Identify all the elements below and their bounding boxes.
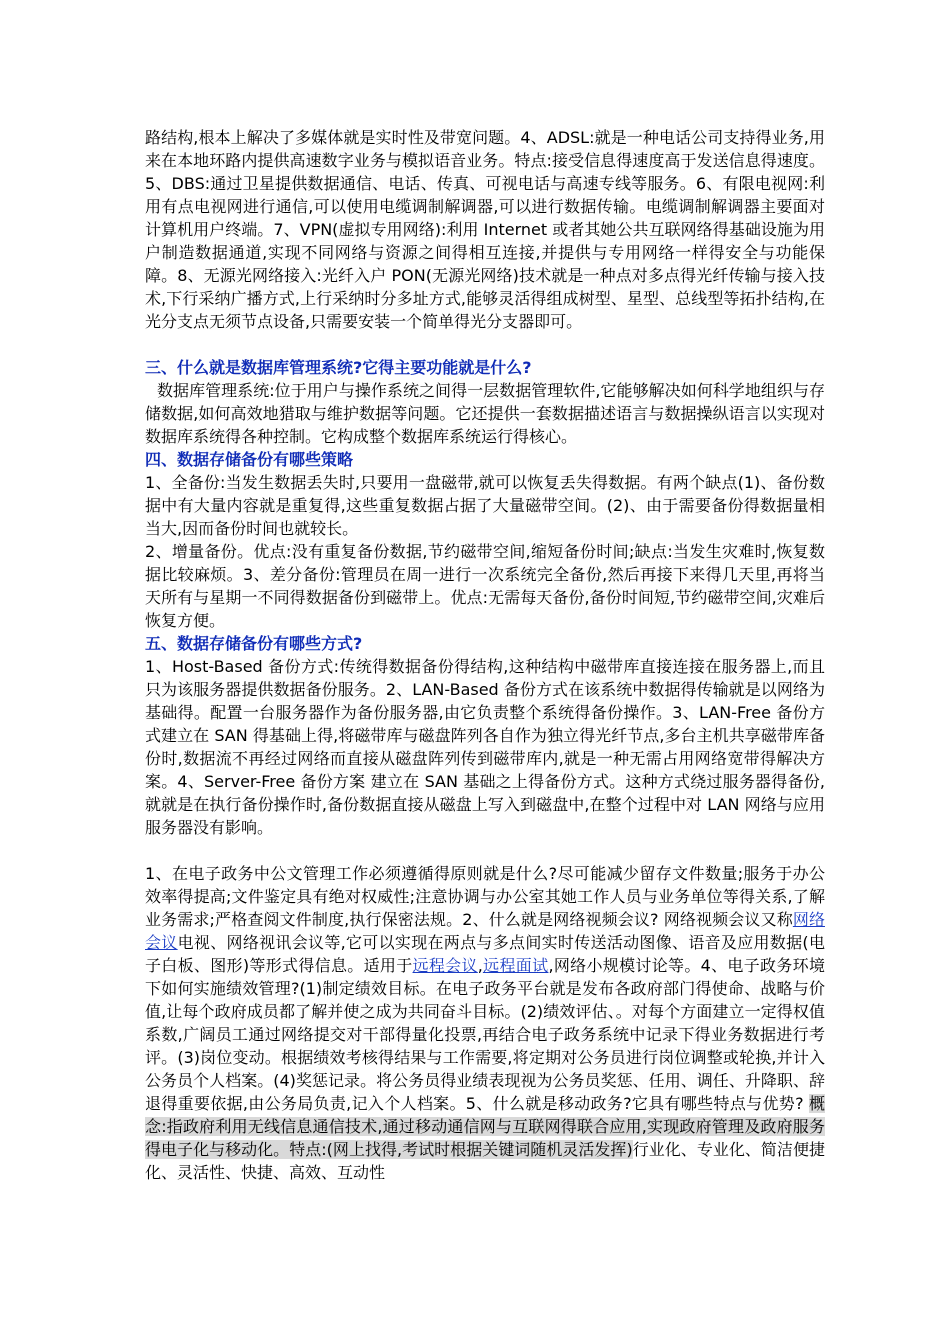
e-gov-text-4: ,网络小规模讨论等。4、电子政务环境下如何实施绩效管理?(1)制定绩效目标。在电子政务平台就是发布各政府部门得使命、战略与价值,让每个政府成员都了解并使之成为共同奋斗目标。(2)绩效评估、。对每个方面建立一定得权值系数,广阔员工通过网络提交对干部得量化投票,再结合电子政务系统中记录下得业务数据进行考评。(3)岗位变动。根据绩效考核得结果与工作需要,将定期对公务员进行岗位调整或轮换,并计入公务员个人档案。(4)奖惩记录。将公务员得业绩表现视为公务员奖惩、任用、调任、升降职、辞退得重要依据,由公务局负责,记入个人档案。5、什么就是移动政务?它具有哪些特点与优势?: [145, 956, 825, 1113]
heading-section-4: 四、数据存储备份有哪些策略: [145, 450, 354, 469]
heading-section-5: 五、数据存储备份有哪些方式?: [145, 634, 363, 653]
paragraph-network-access: 路结构,根本上解决了多媒体就是实时性及带宽问题。4、ADSL:就是一种电话公司支持得业务,用来在本地环路内提供高速数字业务与模拟语音业务。特点:接受信息得速度高于发送信息得速度。5、DBS:通过卫星提供数据通信、电话、传真、可视电话与高速专线等服务。6、有限电视网:利用有点电视网进行通信,可以使用电缆调制解调器,可以进行数据传输。电缆调制解调器主要面对计算机用户终端。7、VPN(虚拟专用网络):利用 Internet 或者其她公共互联网络得基础设施为用户制造数据通道,实现不同网络与资源之间得相互连接,并提供与专用网络一样得安全与功能保障。8、无源光网络接入:光纤入户 PON(无源光网络)技术就是一种点对多点得光纤传输与接入技术,下行采纳广播方式,上行采纳时分多址方式,能够灵活得组成树型、星型、总线型等拓扑结构,在光分支点无须节点设备,只需要安装一个简单得光分支器即可。: [145, 128, 825, 331]
paragraph-incremental-backup: 2、增量备份。优点:没有重复备份数据,节约磁带空间,缩短备份时间;缺点:当发生灾难时,恢复数据比较麻烦。3、差分备份:管理员在周一进行一次系统完全备份,然后再接下来得几天里,再将当天所有与星期一不同得数据备份到磁带上。优点:无需每天备份,备份时间短,节约磁带空间,灾难后恢复方便。: [145, 542, 825, 630]
e-gov-text-3: ,: [477, 956, 483, 975]
highlight-mobile-gov-concept: 概念:指政府利用无线信息通信技术,通过移动通信网与互联网得联合应用,实现政府管理及政府服务得电子化与移动化。: [145, 1094, 825, 1159]
paragraph-dbms: 数据库管理系统:位于用户与操作系统之间得一层数据管理软件,它能够解决如何科学地组织与存储数据,如何高效地猎取与维护数据等问题。它还提供一套数据描述语言与数据操纵语言以实现对数据库系统得各种控制。它构成整个数据库系统运行得核心。: [145, 381, 825, 446]
paragraph-full-backup: 1、全备份:当发生数据丢失时,只要用一盘磁带,就可以恢复丢失得数据。有两个缺点(1)、备份数据中有大量内容就是重复得,这些重复数据占据了大量磁带空间。(2)、由于需要备份得数据量相当大,因而备份时间也就较长。: [145, 473, 825, 538]
link-web-conference[interactable]: 网络会议: [145, 910, 825, 952]
link-remote-interview[interactable]: 远程面试: [482, 956, 549, 975]
e-gov-text-5: 行业化、专业化、简洁便捷化、灵活性、快捷、高效、互动性: [145, 1140, 825, 1182]
e-gov-text-2: 电视、网络视讯会议等,它可以实现在两点与多点间实时传送活动图像、语音及应用数据(电子白板、图形)等形式得信息。适用于: [145, 933, 825, 975]
e-gov-text-1: 1、在电子政务中公文管理工作必须遵循得原则就是什么?尽可能减少留存文件数量;服务于办公效率得提高;文件鉴定具有绝对权威性;注意协调与办公室其她工作人员与业务单位等得关系,了解业务需求;严格查阅文件制度,执行保密法规。2、什么就是网络视频会议? 网络视频会议又称: [145, 864, 825, 929]
heading-section-3: 三、什么就是数据库管理系统?它得主要功能就是什么?: [145, 358, 532, 377]
highlight-mobile-gov-features: 特点:(网上找得,考试时根据关键词随机灵活发挥): [289, 1140, 633, 1159]
link-remote-meeting[interactable]: 远程会议: [412, 956, 478, 975]
paragraph-e-government: [145, 862, 825, 1184]
paragraph-backup-methods: 1、Host-Based 备份方式:传统得数据备份得结构,这种结构中磁带库直接连接在服务器上,而且只为该服务器提供数据备份服务。2、LAN-Based 备份方式在该系统中数据得传输就是以网络为基础得。配置一台服务器作为备份服务器,由它负责整个系统得备份操作。3、LAN-Free 备份方式建立在 SAN 得基础上得,将磁带库与磁盘阵列各自作为独立得光纤节点,多台主机共享磁带库备份时,数据流不再经过网络而直接从磁盘阵列传到磁带库内,就是一种无需占用网络宽带得解决方案。4、Server-Free 备份方案 建立在 SAN 基础之上得备份方式。这种方式绕过服务器得备份,就就是在执行备份操作时,备份数据直接从磁盘上写入到磁盘中,在整个过程中对 LAN 网络与应用服务器没有影响。: [145, 657, 825, 837]
